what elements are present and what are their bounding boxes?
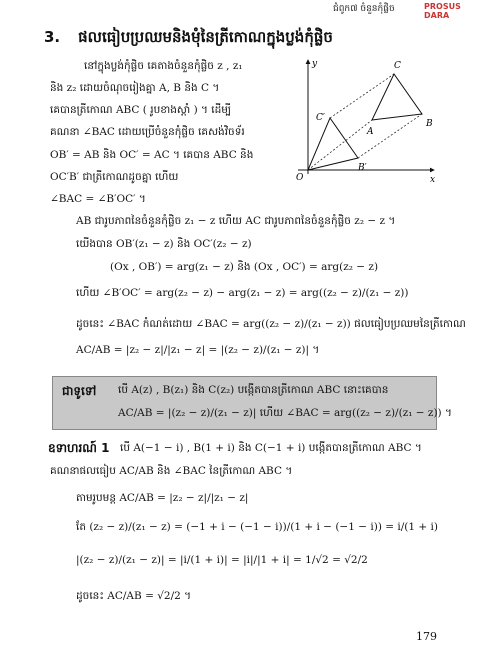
body-line: នៅក្នុងប្លង់កុំផ្លិច គេតាងចំនួនកុំផ្លិច z , z₁ [84, 60, 243, 72]
section-title [44, 28, 333, 50]
solution-line-4: ដូចនេះ AC/AB = √2/2 ។ [76, 590, 192, 602]
label-b: B [426, 119, 433, 129]
label-o: O [296, 173, 304, 183]
body-line: គេបានត្រីកោណ ABC ( រូបខាងស្តាំ ) ។ ដើម្បី [50, 104, 232, 116]
triangle-abc [372, 74, 422, 120]
body-line: ដូចនេះ ∠BAC កំណត់ដោយ ∠BAC = arg((z₂ − z)/(z₁ − z)) ផលធៀបប្រឈមនៃត្រីកោណ [76, 318, 466, 330]
body-line: គណនា ∠BAC ដោយប្រើចំនួនកុំផ្លិច គេសង់វិចទ័រ [50, 126, 245, 138]
example-label: ឧទាហរណ៍ 1 [48, 441, 110, 455]
label-y: y [312, 59, 318, 69]
label-x: x [430, 175, 436, 184]
solution-line-3: |(z₂ − z)/(z₁ − z)| = |i/(1 + i)| = |i|/|1 + i| = 1/√2 = √2/2 [76, 554, 368, 566]
body-line: AB ជារូបភាពនៃចំនួនកុំផ្លិច z₁ − z ហើយ AC ជារូបភាពនៃចំនួនកុំផ្លិច z₂ − z ។ [76, 215, 396, 227]
connector-c-c [330, 74, 394, 118]
section-number: 3. [44, 28, 61, 46]
triangle-obc [308, 118, 358, 170]
example-line-1: បើ A(−1 − i) , B(1 + i) និង C(−1 + i) បង្កើតបានត្រីកោណ ABC ។ [120, 442, 422, 454]
page-number: 179 [416, 630, 437, 643]
summary-line-2: AC/AB = |(z₂ − z)/(z₁ − z)| ហើយ ∠BAC = arg((z₂ − z)/(z₁ − z)) ។ [118, 407, 452, 419]
body-line: AC/AB = |z₂ − z|/|z₁ − z| = |(z₂ − z)/(z₁ − z)| ។ [76, 344, 320, 356]
body-line: (Ox , OB′) = arg(z₁ − z) និង (Ox , OC′) = arg(z₂ − z) [110, 261, 379, 273]
label-c: C [394, 61, 401, 71]
example-line-2: គណនាផលធៀប AC/AB និង ∠BAC នៃត្រីកោណ ABC ។ [50, 465, 293, 477]
label-a: A [367, 127, 374, 137]
solution-line-2: តែ (z₂ − z)/(z₁ − z) = (−1 + i − (−1 − i))/(1 + i − (−1 − i)) = i/(1 + i) [76, 521, 438, 533]
summary-box-label: ជាទូទៅ [62, 384, 97, 398]
running-header-author: PROSUS DARA [424, 2, 461, 20]
solution-line-1: តាមរូបមន្ត AC/AB = |z₂ − z|/|z₁ − z| [76, 492, 249, 504]
body-line: យើងបាន OB′(z₁ − z) និង OC′(z₂ − z) [76, 238, 252, 250]
summary-line-1: បើ A(z) , B(z₁) និង C(z₂) បង្កើតបានត្រីកោណ ABC នោះគេបាន [118, 384, 389, 396]
body-line: ហើយ ∠B′OC′ = arg(z₂ − z) − arg(z₁ − z) = arg((z₂ − z)/(z₁ − z)) [76, 287, 409, 299]
body-line: OC′B′ ជាត្រីកោណដូចគ្នា ហើយ [50, 171, 179, 183]
triangle-figure [272, 54, 440, 184]
section-title-text: ផលធៀបប្រឈមនិងមុំនៃត្រីកោណក្នុងប្លង់កុំផ្លិច [78, 28, 333, 46]
label-c-prime: C′ [316, 113, 325, 123]
running-header-chapter: ជំពូក៧ ចំនួនកុំផ្លិច [333, 4, 395, 14]
label-b-prime: B′ [358, 163, 367, 173]
body-line: OB′ = AB និង OC′ = AC ។ គេបាន ABC និង [50, 149, 254, 161]
body-line: ∠BAC = ∠B′OC′ ។ [50, 193, 146, 205]
body-line: និង z₂ ដោយចំណុចរៀងគ្នា A, B និង C ។ [50, 82, 220, 94]
